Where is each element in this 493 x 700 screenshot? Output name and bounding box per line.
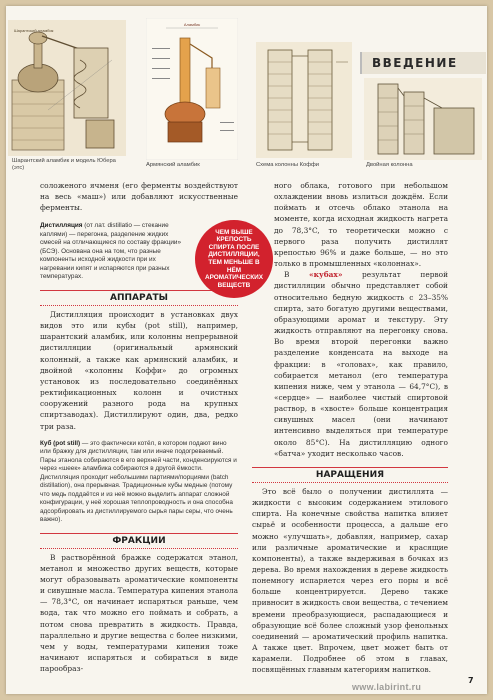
caption-coffey: Схема колонны Коффи <box>256 162 319 168</box>
pull-quote-circle <box>195 220 273 298</box>
charente-alembic-illustration <box>8 20 126 156</box>
right-p1-post: результат первой дистилляции обычно представляет собой относительно бедную жидкость с 23–35% спирта, зато богатую другими веществами, образующими аромат и текстуру. Эту жидкость отправляют на перегонку снова. Во время второй перегонки важно разделение конденсата на выходе на фракции: в «головах», как правило, собирается метанол (его температура кипения ниже, чем у этанола — 64,7°C), в «сердце» — наиболее чистый спиртовой раствор, в «хвосте» больше концентрация сивушных масел (они начинают интенсивно выделяться при температуре около 85°C). На дистилляцию одного «батча» уходит несколько часов. <box>274 270 448 458</box>
heading-narashchenie: НАРАЩЕНИЯ <box>252 467 448 483</box>
left-paragraph-0: соложеного ячменя (его ферменты воздействуют на весь «маш») или добавляют искусственные ферменты. <box>40 181 238 213</box>
section-banner <box>360 52 486 74</box>
right-paragraph-0: ного облака, готового при небольшом охлаждении вновь излиться дождём. Если поймать и отсечь облако этанола на моменте, когда исходная жидкость нагрета до 78,3°C, то теоретически можно с первого раза получить дистиллят крепостью 96% и даже больше, — но это только в промышленных «колоннах». <box>274 181 448 269</box>
kuby-word: «кубах» <box>309 270 343 280</box>
pot-still-text: — это фактически котёл, в котором подают вино или бражку для дистилляции, там или иначе подогреваемый. Пары этанола собираются в его верхней части, конденсируются и через «шеек» аламбика собираются в другой ёмкости. Дистилляция проходит небольшими партиями/порциями (batch distillation), она прерывная. Традиционные кубы медные (потому что медь поддаётся и из неё можно выделить аппарат сложной конфигурации, у неё хорошая теплопроводность и она способна адсорбировать из дистиллируемого сырья пары серы, что очень важно). <box>40 439 237 524</box>
right-p1-pre: В <box>284 270 310 280</box>
page-number: 7 <box>468 676 474 685</box>
pot-still-term: Куб (pot still) <box>40 439 81 447</box>
definition-text: (от лат. distillatio — стекание каплями) — перегонка, разделение жидких смесей на отличающиеся по составу фракции» (БСЭ). Основана она на том, что разные компоненты исходной жидкости при их нагревании кипят и испаряются при разных температурах. <box>40 222 182 281</box>
right-paragraph-2: Это всё было о получении дистиллята — жидкости с высоким содержанием этилового спирта. На конечные свойства напитка влияет сырьё и особенности процесса, а дальше его можно «улучшать», добавляя, например, сахар или различные ароматические и красящие компоненты), а также выдерживая в бочках из дерева. Во время нахождения в дереве жидкость понемногу испаряется через его поры и всё больше концентрируется. Дерево также привносит в жидкость свои вещества, с течением времени преобразующиеся, распадающиеся и образующие всё более сложный узор фенольных соединений — ароматический профиль напитка. А также цвет. Впрочем, цвет может быть от карамели. Подробнее об этом в главах, посвящённых главным категориям напитков. <box>252 486 448 675</box>
pull-quote-text: ЧЕМ ВЫШЕ КРЕПОСТЬ СПИРТА ПОСЛЕ ДИСТИЛЛЯЦИИ, ТЕМ МЕНЬШЕ В НЁМ АРОМАТИЧЕСКИХ ВЕЩЕСТВ <box>204 228 263 289</box>
double-column-illustration <box>364 78 482 160</box>
caption-double-column: Двойная колонна <box>366 162 413 168</box>
coffey-column-illustration <box>256 42 352 158</box>
watermark: www.labirint.ru <box>352 682 422 692</box>
right-column <box>252 180 448 676</box>
caption-armenian: Армянский аламбик <box>146 162 200 168</box>
right-paragraph-1 <box>252 269 448 459</box>
svg-text:Аламбик: Аламбик <box>183 22 201 27</box>
definition-term: Дистилляция <box>40 222 83 230</box>
left-paragraph-1: Дистилляция происходит в установках двух видов это или кубы (pot still), например, шарантский аламбик, или колонны непрерывной дистилляции (оригинальный армянский колонный, а также как армянский аламбик, и двойной «колонны Коффи» до огромных установок из последовательно соединённых ректификационных колонн и очистных сооружений разного рода на крупных спиртзаводах). Дистиллируют один, два, редко три раза. <box>40 309 238 431</box>
section-title: ВВЕДЕНИЕ <box>372 56 458 70</box>
pot-still-block <box>40 440 238 525</box>
svg-text:Шарантский аламбик: Шарантский аламбик <box>14 28 54 33</box>
armenian-alembic-illustration <box>146 18 238 160</box>
heading-frakcii: ФРАКЦИИ <box>40 533 238 549</box>
left-paragraph-2: В растворённой бражке содержатся этанол, метанол и множество других веществ, которые могут образовывать ароматические компоненты и сивушные масла. Температура кипения этанола — 78,3°C, он начинает испаряться раньше, чем вода, так что можно его поймать и собрать, а потом снова превратить в жидкость. Правда, параллельно и другие вещества с более низкими, чем у воды, температурами кипения тоже начинают испаряться и собираться в виде парообраз- <box>40 552 238 674</box>
heading-apparaty: АППАРАТЫ <box>40 290 238 306</box>
caption-charente: Шарантский аламбик и модель Юбера (этс) <box>12 158 116 171</box>
definition-block <box>40 222 190 282</box>
